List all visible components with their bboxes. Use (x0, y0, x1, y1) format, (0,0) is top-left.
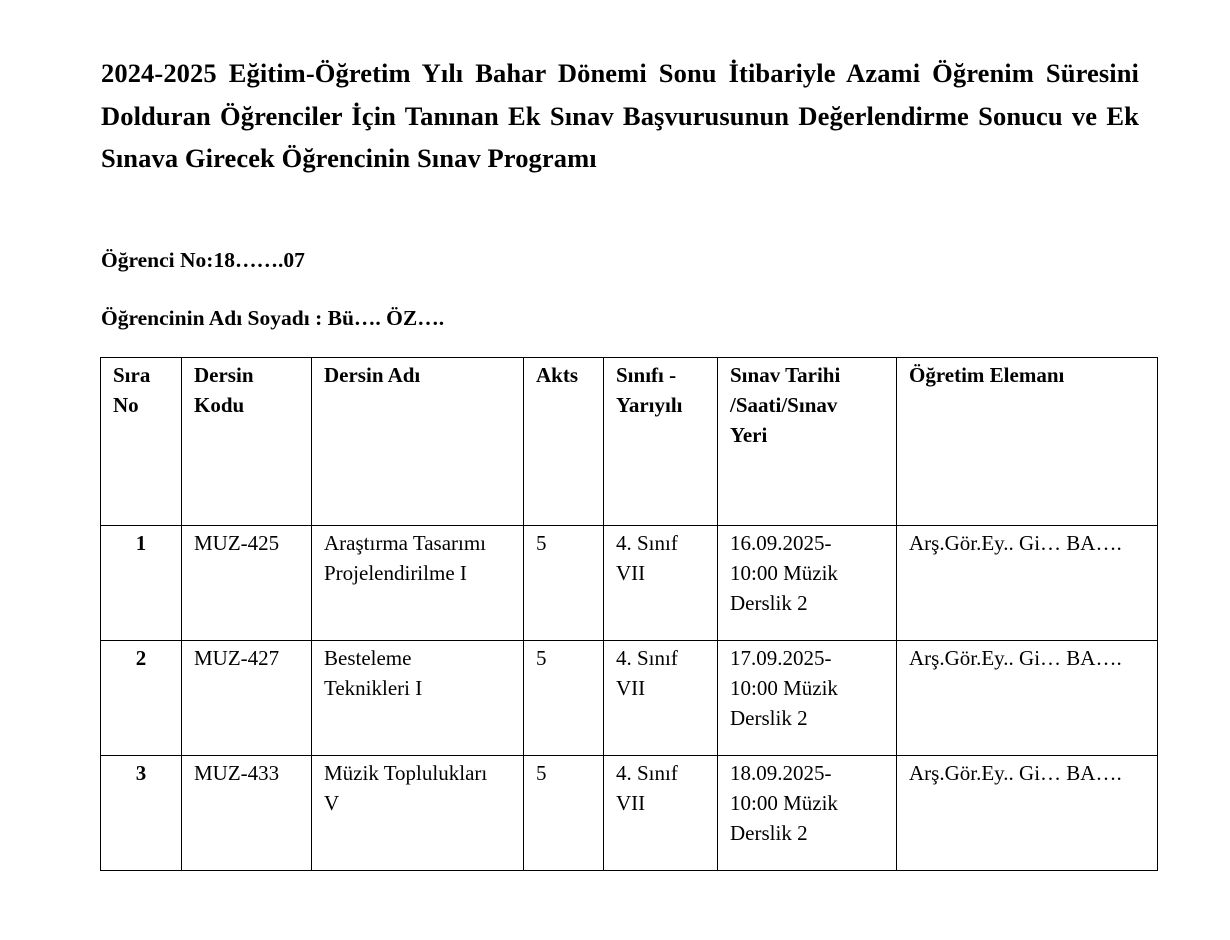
cell-sinifi-yariyili (604, 526, 718, 641)
cell-ogretim-elemani: Arş.Gör.Ey.. Gi… BA…. (897, 756, 1158, 871)
cell-line: VII (616, 676, 646, 700)
header-line: Dersin Adı (324, 363, 421, 387)
cell-line: 4. Sınıf (616, 531, 678, 555)
cell-line: 10:00 Müzik (730, 676, 838, 700)
header-line: Öğretim Elemanı (909, 363, 1065, 387)
cell-dersin-kodu: MUZ-425 (182, 526, 312, 641)
header-dersin-kodu (182, 358, 312, 526)
header-ogretim-elemani (897, 358, 1158, 526)
header-line: Yeri (730, 423, 768, 447)
cell-dersin-kodu: MUZ-433 (182, 756, 312, 871)
cell-dersin-adi (312, 641, 524, 756)
cell-ogretim-elemani: Arş.Gör.Ey.. Gi… BA…. (897, 526, 1158, 641)
cell-line: Müzik Toplulukları (324, 761, 488, 785)
header-line: Sınav Tarihi (730, 363, 841, 387)
cell-line: 10:00 Müzik (730, 791, 838, 815)
cell-line: Teknikleri I (324, 676, 423, 700)
header-line: No (113, 393, 139, 417)
cell-line: 10:00 Müzik (730, 561, 838, 585)
header-line: Sınıfı - (616, 363, 677, 387)
cell-sinav-tarihi (718, 526, 897, 641)
exam-schedule-table (100, 357, 1158, 871)
cell-line: 16.09.2025- (730, 531, 832, 555)
cell-dersin-adi (312, 526, 524, 641)
header-line: Dersin (194, 363, 254, 387)
cell-line: VII (616, 561, 646, 585)
table-header-row (101, 358, 1158, 526)
cell-line: 4. Sınıf (616, 646, 678, 670)
cell-akts: 5 (524, 641, 604, 756)
cell-line: 18.09.2025- (730, 761, 832, 785)
cell-akts: 5 (524, 526, 604, 641)
cell-sira-no: 1 (101, 526, 182, 641)
header-akts (524, 358, 604, 526)
cell-line: 17.09.2025- (730, 646, 832, 670)
header-line: Akts (536, 363, 579, 387)
header-sinav-tarihi (718, 358, 897, 526)
cell-line: Projelendirilme I (324, 561, 467, 585)
cell-line: Derslik 2 (730, 821, 808, 845)
document-title: 2024-2025 Eğitim-Öğretim Yılı Bahar Dönemi Sonu İtibariyle Azami Öğrenim Süresini Dolduran Öğrenciler İçin Tanınan Ek Sınav Başvurusunun Değerlendirme Sonucu ve Ek Sınava Girecek Öğrencinin Sınav Programı (101, 58, 1139, 173)
cell-akts: 5 (524, 756, 604, 871)
header-line: /Saati/Sınav (730, 393, 838, 417)
cell-dersin-kodu: MUZ-427 (182, 641, 312, 756)
cell-line: Derslik 2 (730, 591, 808, 615)
header-dersin-adi (312, 358, 524, 526)
cell-line: 4. Sınıf (616, 761, 678, 785)
header-line: Sıra (113, 363, 151, 387)
cell-dersin-adi (312, 756, 524, 871)
table-row (101, 756, 1158, 871)
student-name: Öğrencinin Adı Soyadı : Bü…. ÖZ…. (101, 306, 445, 330)
cell-sira-no: 3 (101, 756, 182, 871)
cell-sira-no: 2 (101, 641, 182, 756)
header-sinifi-yariyili (604, 358, 718, 526)
header-line: Yarıyılı (616, 393, 683, 417)
cell-sinav-tarihi (718, 641, 897, 756)
student-number: Öğrenci No:18…….07 (101, 248, 305, 272)
cell-line: VII (616, 791, 646, 815)
cell-ogretim-elemani: Arş.Gör.Ey.. Gi… BA…. (897, 641, 1158, 756)
cell-line: Araştırma Tasarımı (324, 531, 487, 555)
cell-line: V (324, 791, 340, 815)
cell-sinifi-yariyili (604, 756, 718, 871)
header-sira-no (101, 358, 182, 526)
cell-sinav-tarihi (718, 756, 897, 871)
table-row (101, 526, 1158, 641)
cell-sinifi-yariyili (604, 641, 718, 756)
header-line: Kodu (194, 393, 245, 417)
cell-line: Besteleme (324, 646, 412, 670)
table-row (101, 641, 1158, 756)
cell-line: Derslik 2 (730, 706, 808, 730)
